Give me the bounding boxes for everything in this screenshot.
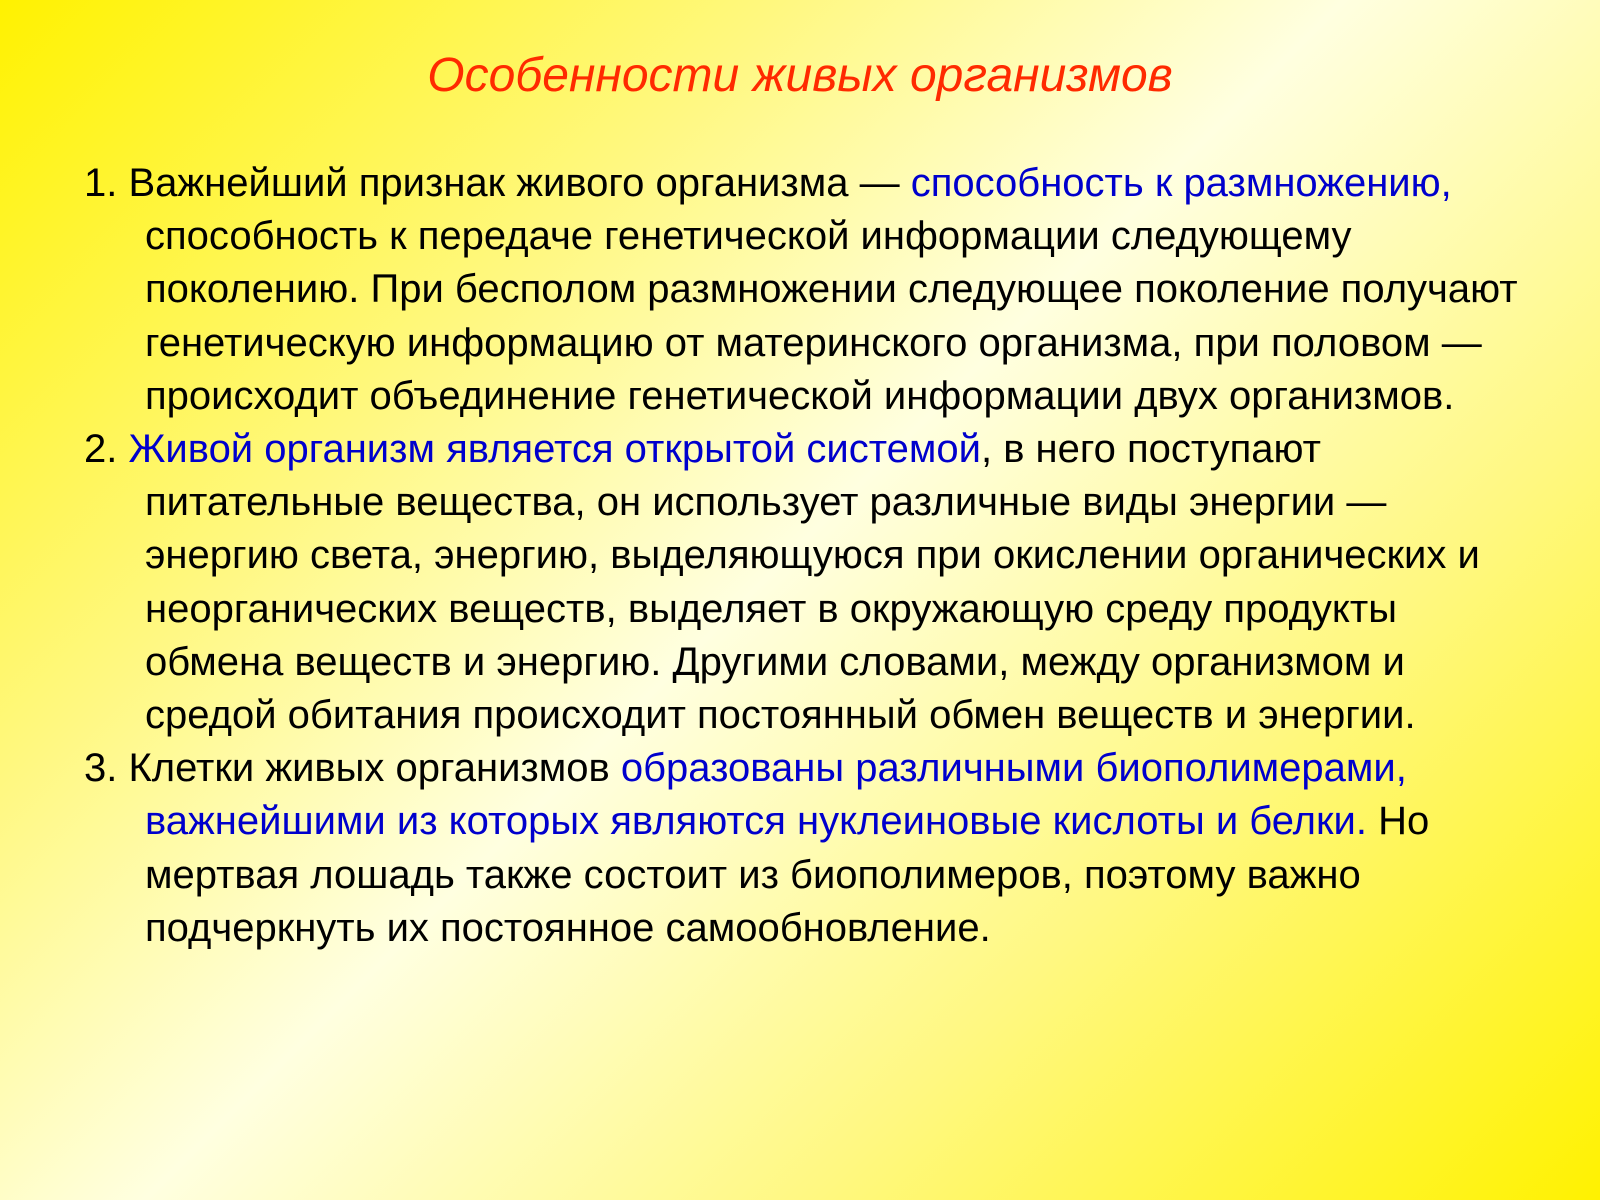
item-text: Клетки живых организмов	[128, 746, 621, 791]
slide-title: Особенности живых организмов	[427, 49, 1173, 102]
item-text: , в него поступают питательные вещества, он использует различные виды энергии — энергию света, энергию, выделяющуюся при окислении органических и неорганических веществ, выделяет в окружающую среду продукты обмена веществ и энергию. Другими словами, между организмом и средой обитания происходит постоянный обмен веществ и энергии.	[145, 427, 1480, 738]
item-highlight-text: Живой организм является открытой системой	[128, 427, 981, 472]
item-highlight-text: способность к размножению,	[910, 161, 1452, 205]
item-number: 2.	[84, 427, 118, 472]
item-highlight-text: образованы различными биополимерами, важнейшими из которых являются нуклеиновые кислоты и белки.	[145, 746, 1407, 844]
list-item	[84, 423, 1524, 742]
list-item	[84, 742, 1524, 955]
item-text: Но мертвая лошадь также состоит из биополимеров, поэтому важно подчеркнуть их постоянное самообновление.	[145, 799, 1430, 950]
item-number: 1.	[84, 161, 118, 205]
item-number: 3.	[84, 746, 118, 791]
list-item	[84, 157, 1524, 423]
item-list	[84, 157, 1524, 955]
item-text: способность к передаче генетической информации следующему поколению. При бесполом размножении следующее поколение получают генетическую информацию от материнского организма, при половом — происходит объединение генетической информации двух организмов.	[145, 214, 1518, 418]
item-text: Важнейший признак живого организма —	[128, 161, 911, 205]
